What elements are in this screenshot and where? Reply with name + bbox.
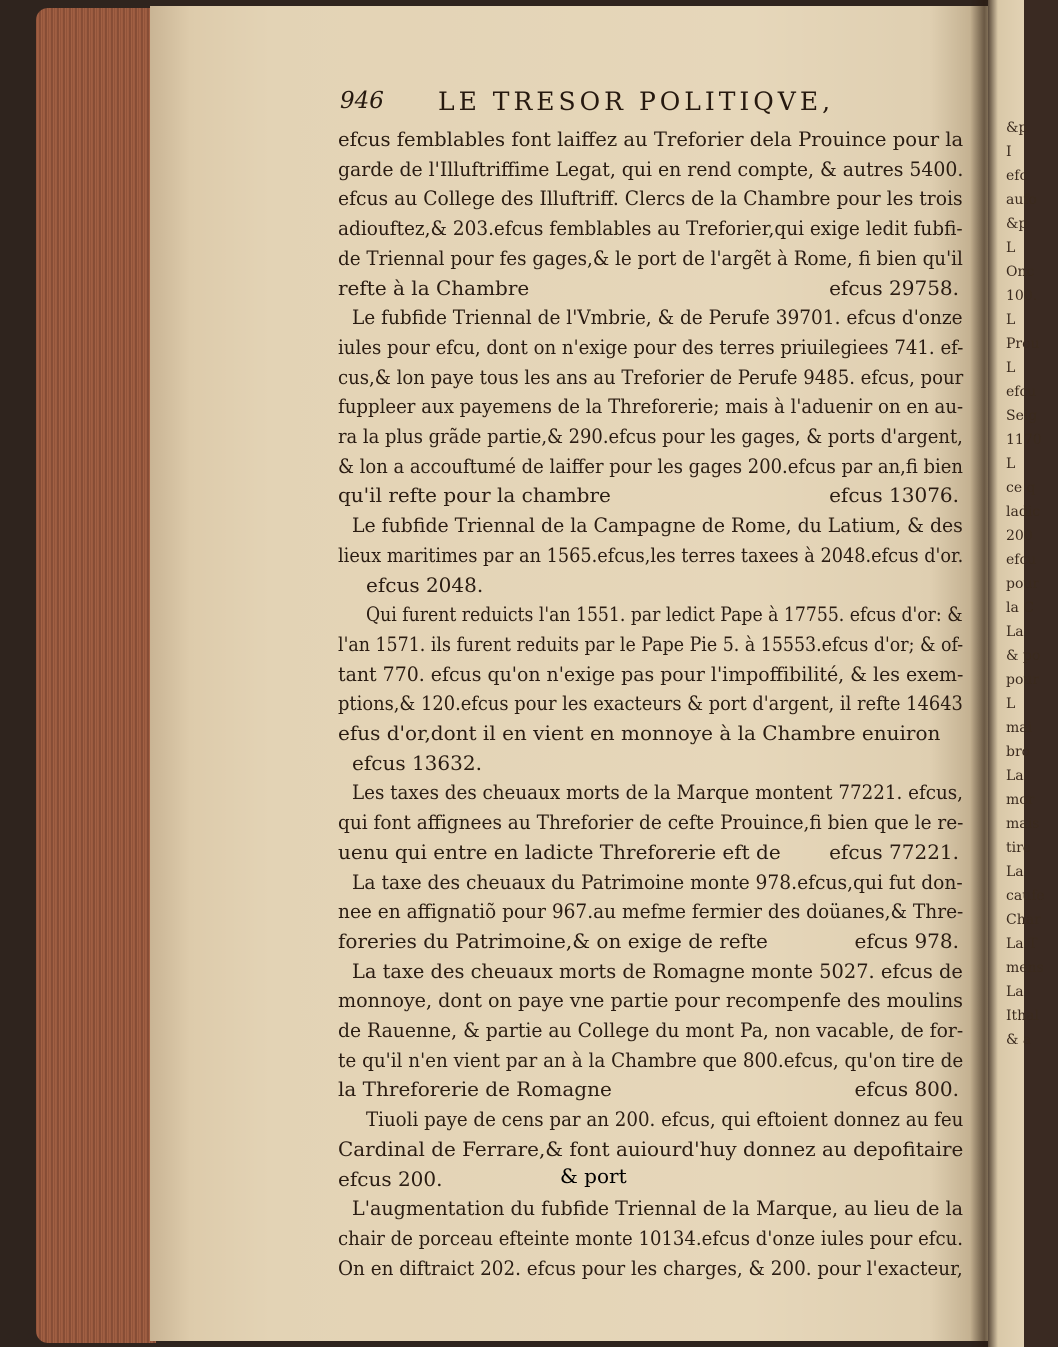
adjacent-page-fragment: pour [1006, 672, 1040, 688]
text-line [338, 599, 991, 629]
adjacent-page-fragment: &p [1006, 120, 1028, 136]
book-page-edges [36, 8, 156, 1343]
adjacent-page-fragment: mens [1006, 960, 1044, 976]
adjacent-page-fragment: la C [1006, 600, 1034, 616]
text-line [338, 896, 963, 926]
catchword: & port [560, 1164, 627, 1188]
text-line [338, 362, 963, 392]
line-text: La taxe des cheuaux morts de Romagne monte 5027. efcus de [352, 958, 963, 983]
text-line [338, 273, 963, 303]
text-line [338, 1104, 991, 1134]
adjacent-page-fragment: caufe [1006, 888, 1045, 904]
text-line [338, 1164, 963, 1194]
adjacent-page-fragment: I [1006, 144, 1012, 160]
text-line [338, 718, 963, 748]
adjacent-page-fragment: La [1006, 984, 1024, 1000]
line-text: adiouftez,& 203.efcus femblables au Treforier,qui exige ledit fubfi- [338, 216, 963, 241]
text-line [338, 1134, 963, 1164]
line-text: garde de l'Illuftriffime Legat, qui en rend compte, & autres 5400. [338, 156, 964, 181]
adjacent-page-fragment: &p [1006, 216, 1028, 232]
adjacent-page-fragment: L [1006, 360, 1016, 376]
running-title: LE TRESOR POLITIQVE, [438, 87, 835, 116]
line-text: de Rauenne, & partie au College du mont Pa, non vacable, de for- [338, 1018, 964, 1042]
line-text: La taxe des cheuaux du Patrimoine monte 978.efcus,qui fut don- [352, 869, 963, 894]
text-line [338, 451, 963, 481]
adjacent-page-fragment: 200 [1006, 528, 1033, 544]
running-header [340, 88, 970, 124]
text-line [338, 1045, 963, 1075]
text-line [338, 1193, 977, 1223]
adjacent-page-fragment: Seig [1006, 408, 1038, 424]
adjacent-page-fragment: Prou [1006, 336, 1040, 352]
line-text: refte à la Chambre [338, 275, 530, 300]
adjacent-page-fragment: & po [1006, 648, 1041, 664]
adjacent-page-fragment: La [1006, 624, 1024, 640]
adjacent-page-fragment: L [1006, 456, 1016, 472]
text-line [338, 926, 963, 956]
text-line [338, 867, 977, 897]
adjacent-page-fragment: tire [1006, 840, 1032, 856]
line-text: & lon a accouftumé de laiffer pour les gages 200.efcus par an,fi bien [338, 453, 963, 478]
adjacent-page-fragment: efcu [1006, 552, 1037, 568]
text-line [338, 1015, 963, 1045]
line-text: Tiuoli paye de cens par an 200. efcus, qui eftoient donnez au feu [366, 1107, 964, 1132]
adjacent-page-fragment: aufo [1006, 192, 1037, 208]
page-number: 946 [340, 88, 384, 114]
line-amount: efcus 978. [854, 928, 959, 953]
text-line [338, 243, 963, 273]
adjacent-page-fragment: L [1006, 312, 1016, 328]
adjacent-page-fragment: mais [1006, 816, 1040, 832]
adjacent-page-fragment: & a [1006, 1032, 1032, 1048]
text-line [338, 480, 963, 510]
text-line [338, 659, 963, 689]
adjacent-page-fragment: La [1006, 768, 1024, 784]
adjacent-page-fragment: ce q [1006, 480, 1036, 496]
adjacent-page-fragment: L [1006, 696, 1016, 712]
adjacent-page-fragment: mor [1006, 792, 1035, 808]
text-line [338, 985, 963, 1015]
line-text: de Triennal pour fes gages,& le port de l'argẽt à Rome, fi bien qu'il [338, 245, 963, 270]
adjacent-page-fragment: bro [1006, 744, 1031, 760]
text-line [338, 213, 963, 243]
adjacent-page-fragment: efcu [1006, 384, 1037, 400]
adjacent-page-fragment: efc [1006, 168, 1028, 184]
line-text: Le fubfide Triennal de la Campagne de Rome, du Latium, & des [352, 513, 963, 538]
adjacent-page-fragment: La T [1006, 936, 1038, 952]
text-line [338, 391, 963, 421]
text-line [338, 154, 963, 184]
line-text: te qu'il n'en vient par an à la Chambre que 800.efcus, qu'on tire de [338, 1047, 964, 1072]
text-line [338, 956, 977, 986]
line-text: cus,& lon paye tous les ans au Treforier de Perufe 9485. efcus, pour [338, 364, 964, 389]
text-line [338, 748, 977, 778]
adjacent-page-fragment: L [1006, 240, 1016, 256]
adjacent-page-fragment: ladic [1006, 504, 1041, 520]
line-text: qui font affignees au Threforier de cefte Prouince,fi bien que le re- [338, 810, 964, 835]
line-text: monnoye, dont on paye vne partie pour recompenfe des moulins [338, 988, 964, 1013]
adjacent-page-fragment: 100. [1006, 288, 1038, 304]
line-amount: efcus 13076. [829, 483, 959, 508]
line-text: efcus 2048. [366, 572, 484, 597]
text-line [338, 1074, 963, 1104]
line-text: l'an 1571. ils furent reduits par le Pape Pie 5. à 15553.efcus d'or; & of- [338, 631, 964, 656]
text-line [338, 807, 963, 837]
line-text: Qui furent reduicts l'an 1551. par ledict Pape à 17755. efcus d'or: & [366, 602, 963, 627]
line-text: uenu qui entre en ladicte Threforerie eft de [338, 839, 781, 864]
adjacent-page-fragment: Onc [1006, 264, 1035, 280]
line-text: efus d'or,dont il en vient en monnoye à la Chambre enuiron [338, 721, 941, 745]
adjacent-page-fragment: Ithal [1006, 1008, 1039, 1024]
text-line [338, 183, 963, 213]
line-text: L'augmentation du fubfide Triennal de la Marque, au lieu de la [352, 1196, 963, 1221]
line-text: Cardinal de Ferrare,& font auiourd'huy donnez au depofitaire [338, 1136, 964, 1161]
line-amount: efcus 29758. [829, 275, 959, 300]
line-text: efcus au College des Illuftriff. Clercs de la Chambre pour les trois [338, 186, 963, 211]
line-text: Les taxes des cheuaux morts de la Marque montent 77221. efcus, [352, 780, 963, 805]
line-amount: efcus 77221. [829, 839, 959, 864]
line-text: lieux maritimes par an 1565.efcus,les terres taxees à 2048.efcus d'or. [338, 542, 964, 567]
text-line [338, 124, 963, 154]
text-line [338, 540, 963, 570]
text-line [338, 688, 963, 718]
line-text: Le fubfide Triennal de l'Vmbrie, & de Perufe 39701. efcus d'onze [352, 305, 963, 330]
text-line [338, 510, 977, 540]
line-text: ra la plus grãde partie,& 290.efcus pour les gages, & ports d'argent, [338, 424, 963, 448]
adjacent-page-fragment: mai [1006, 720, 1033, 736]
adjacent-page-fragment: pour [1006, 576, 1040, 592]
text-line [338, 629, 963, 659]
adjacent-page-fragment: Char [1006, 912, 1041, 928]
line-text: efcus 200. [338, 1166, 443, 1191]
text-line [338, 570, 991, 600]
text-line [338, 777, 977, 807]
adjacent-page-fragment: 1170 [1006, 432, 1042, 448]
line-text: ptions,& 120.efcus pour les exacteurs & port d'argent, il refte 14643 [338, 691, 963, 716]
line-amount: efcus 800. [854, 1077, 959, 1102]
line-text: qu'il refte pour la chambre [338, 483, 611, 508]
text-line [338, 302, 977, 332]
text-line [338, 332, 963, 362]
line-text: foreries du Patrimoine,& on exige de refte [338, 928, 768, 953]
line-text: nee en affignatiõ pour 967.au mefme fermier des doüanes,& Thre- [338, 899, 964, 924]
line-text: efcus femblables font laiffez au Treforier dela Prouince pour la [338, 127, 964, 151]
line-text: la Threforerie de Romagne [338, 1077, 612, 1102]
line-text: efcus 13632. [352, 750, 482, 775]
line-text: fuppleer aux payemens de la Threforerie; mais à l'aduenir on en au- [338, 394, 964, 419]
line-text: iules pour efcu, dont on n'exige pour des terres priuilegiees 741. ef- [338, 334, 964, 359]
text-line [338, 421, 963, 451]
text-line [338, 837, 963, 867]
line-text: On en diftraict 202. efcus pour les charges, & 200. pour l'exacteur, [338, 1255, 963, 1280]
text-line [338, 1223, 963, 1253]
line-text: tant 770. efcus qu'on n'exige pas pour l'impoffibilité, & les exem- [338, 661, 964, 686]
line-text: chair de porceau efteinte monte 10134.efcus d'onze iules pour efcu. [338, 1225, 963, 1250]
adjacent-page-fragment: La [1006, 864, 1024, 880]
text-line [338, 1253, 963, 1283]
adjacent-page-text [1006, 120, 1045, 1048]
